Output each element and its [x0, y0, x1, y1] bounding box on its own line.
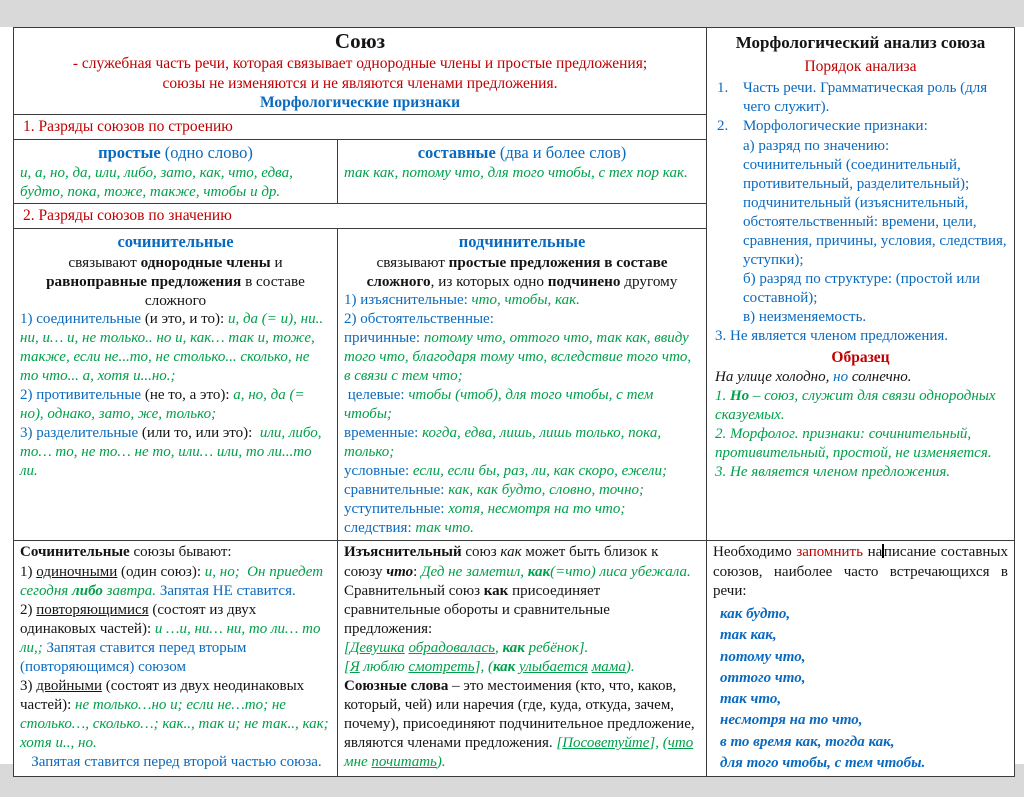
analysis-item-1-body: Часть речи. Грамматическая роль (для чего служит). [743, 80, 988, 116]
coordinating-item-adversative: 2) противительные (не то, а это): а, но, да (= но), однако, зато, же, только; [20, 387, 305, 423]
subordinating-title: подчинительные [458, 232, 586, 252]
memorize-list [713, 604, 1008, 774]
example-sentence-2: [Я люблю смотреть], (как улыбается мама). [344, 658, 635, 675]
sample-sentence: На улице холодно, но солнечно. [715, 369, 912, 386]
simple-header: простые (одно слово) [98, 143, 253, 163]
memorize-item: в то время как, тогда как, [720, 733, 895, 750]
analysis-cell [707, 28, 1014, 540]
subordinating-description: связывают простые предложения в составе сложного, из которых одно подчинено другому [366, 253, 678, 290]
coordinating-description: связывают однородные члены и равноправные предложения в составе сложного [46, 253, 305, 309]
repeating-conjunctions-note: 2) повторяющимися (состоят из двух одинаковых частей): и …и, ни… ни, то ли… то ли,; Запятая ставится перед вторым (повторяющимся) союзом [20, 601, 321, 675]
definition-line-2: союзы не изменяются и не являются членами предложения. [162, 74, 558, 92]
coordinating-item-connective: 1) соединительные (и это, и то): и, да (= и), ни.. ни, и… и, не только.. но и, как… так и, тоже, также, если не...то, не столько... сколько, не то что... а, хотя и...но.; [20, 310, 324, 385]
sample-step-1: 1. Но – союз, служит для связи однородных сказуемых. [715, 388, 996, 424]
meaning-section-label: 2. Разряды союзов по значению [14, 204, 706, 228]
coordinating-title: сочинительные [117, 232, 234, 252]
double-conjunctions-note: 3) двойными (состоят из двух неодинаковых частей): не только…но и; если не…то; не столько…, сколько…; как.., так и; не так.., как; хотя и.., но. [20, 677, 329, 751]
sample-step-2: 2. Морфолог. признаки: сочинительный, противительный, простой, не изменяется. [715, 426, 992, 462]
simple-conjunctions-cell [14, 140, 337, 203]
conjunctive-words-note: Союзные слова – это местоимения (кто, что, каков, который, чей) или наречия (где, куда, откуда, зачем, почему), присоединяют подчинительное предложение, являются членами предложения. [Посоветуйте], (что мне почитать). [344, 677, 695, 770]
analysis-item-2 [713, 117, 1008, 327]
analysis-item-1-number: 1. [717, 80, 729, 97]
memorize-item: как будто, [720, 605, 791, 622]
subordinating-item-adverbial: 2) обстоятельственные: [344, 310, 494, 327]
title-cell [14, 28, 706, 114]
coordinating-types-heading: Сочинительные союзы бывают: [20, 544, 232, 561]
memorize-item: так как, [720, 627, 777, 644]
subordinating-item-temporal: временные: когда, едва, лишь, лишь только, пока, только; [344, 425, 662, 461]
example-sentence-1: [Девушка обрадовалась, как ребёнок]. [344, 639, 589, 656]
compound-examples: так как, потому что, для того чтобы, с тех пор как. [344, 164, 688, 181]
coordinating-punctuation-cell [14, 541, 337, 776]
analysis-item-2-body: Морфологические признаки: а) разряд по значению: сочинительный (соединительный, противительный, разделительный); подчинительный (изъяснительный, обстоятельственный: времени, цели, сравнения, причины, условия, следствия, уступки); б) разряд по структуре: (простой или составной); в) неизменяемость. [743, 118, 1007, 325]
simple-examples: и, а, но, да, или, либо, зато, как, что, едва, будто, пока, тоже, также, чтобы и др. [20, 164, 293, 200]
structure-section-label: 1. Разряды союзов по строению [14, 115, 706, 139]
features-heading: Морфологические признаки [259, 93, 461, 111]
document-page [0, 27, 1024, 772]
coordinating-cell [14, 229, 337, 540]
comparative-kak-note: Сравнительный союз как присоединяет сравнительные обороты и сравнительные предложения: [344, 582, 610, 637]
memorize-intro: Необходимо запомнить на писание составных союзов, наиболее часто встречающихся в речи: [713, 544, 1009, 600]
conjunction-table [13, 27, 1015, 777]
analysis-item-1 [713, 79, 1008, 117]
subordinating-item-consequence: следствия: так что. [344, 520, 474, 537]
explanatory-comparative-cell [338, 541, 706, 776]
subordinating-cell [338, 229, 706, 540]
memorize-item: оттого что, [720, 669, 806, 686]
single-conjunctions-note: 1) одиночными (один союз): и, но; Он приедет сегодня либо завтра. Запятая НЕ ставится. [20, 563, 324, 599]
compound-header: составные (два и более слов) [417, 143, 627, 163]
sample-heading: Образец [831, 349, 890, 367]
memorize-item: потому что, [720, 648, 806, 665]
memorize-item: для того чтобы, с тем чтобы. [720, 755, 926, 772]
compound-conjunctions-cell [338, 140, 706, 203]
definition-line-1: - служебная часть речи, которая связывает однородные члены и простые предложения; [72, 55, 648, 73]
analysis-item-3: 3. Не является членом предложения. [715, 328, 949, 344]
subordinating-item-explanatory: 1) изъяснительные: что, чтобы, как. [344, 291, 580, 308]
comma-rule-note: Запятая ставится перед второй частью союза. [20, 754, 322, 770]
memorize-item: так что, [720, 691, 782, 708]
coordinating-item-disjunctive: 3) разделительные (или то, или это): или, либо, то… то, не то… не то, или… или, то ли...то ли. [20, 425, 322, 480]
page-title: Союз [334, 29, 386, 53]
memorize-item: несмотря на то что, [720, 712, 863, 729]
analysis-item-2-number: 2. [717, 118, 729, 135]
subordinating-item-purpose: целевые: чтобы (чтоб), для того чтобы, с тем чтобы; [344, 387, 654, 423]
subordinating-item-causal: причинные: потому что, оттого что, так как, ввиду того что, благодаря тому что, вследствие того что, в связи с тем что; [344, 329, 692, 385]
analysis-title: Морфологический анализ союза [735, 33, 986, 52]
subordinating-item-concessive: уступительные: хотя, несмотря на то что; [344, 501, 626, 518]
sample-step-3: 3. Не является членом предложения. [715, 464, 951, 481]
explanatory-kak-note: Изъяснительный союз как может быть близок к союзу что: Дед не заметил, как(=что) лиса убежала. [344, 544, 691, 580]
memorize-cell [707, 541, 1014, 776]
subordinating-item-conditional: условные: если, если бы, раз, ли, как скоро, ежели; [344, 463, 667, 480]
subordinating-item-comparative: сравнительные: как, как будто, словно, точно; [344, 482, 645, 499]
analysis-order-heading: Порядок анализа [804, 58, 917, 76]
